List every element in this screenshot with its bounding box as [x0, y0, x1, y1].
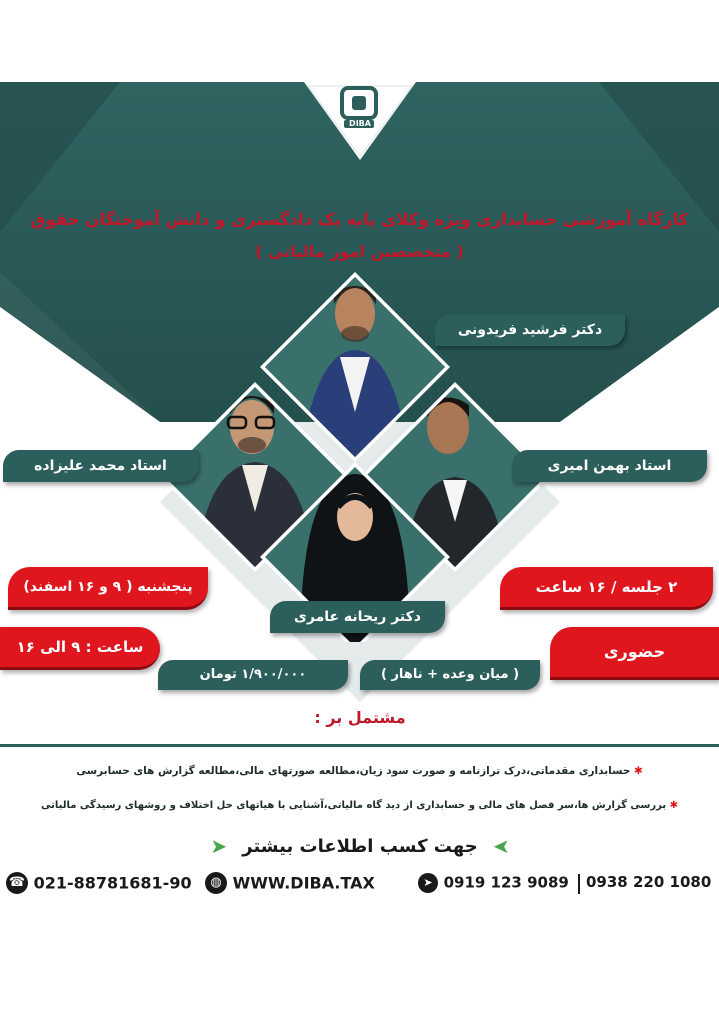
topics-line-2	[0, 800, 719, 811]
arrow-icon: ➤	[492, 834, 510, 858]
topics-heading: مشتمل بر :	[314, 708, 406, 727]
arrow-icon: ➤	[210, 834, 228, 858]
speaker-frames	[0, 82, 719, 642]
speaker-name-4: دکتر ریحانه عامری	[270, 601, 445, 633]
contact-website[interactable]	[205, 872, 375, 894]
mobile-2-text: 0938 220 1080	[586, 873, 712, 891]
phone-icon: ☎	[6, 872, 28, 894]
cta-row	[180, 834, 540, 858]
topics-line-1-text: حسابداری مقدماتی،درک ترازنامه و صورت سود زیان،مطالعه صورتهای مالی،مطالعه گزارش های حسابرسی	[76, 765, 631, 777]
contact-mobile-1[interactable]	[418, 872, 569, 893]
contact-mobile-2[interactable]	[586, 872, 711, 891]
speaker-name-2: استاد محمد علیزاده	[3, 450, 198, 482]
contact-divider	[578, 874, 580, 894]
globe-icon: ◍	[205, 872, 227, 894]
star-icon: ✱	[634, 765, 643, 777]
cta-text: جهت کسب اطلاعات بیشتر	[242, 835, 478, 857]
schedule-day: پنجشنبه ( ۹ و ۱۶ اسفند)	[8, 567, 208, 610]
schedule-time: ساعت : ۹ الی ۱۶	[0, 627, 160, 670]
speaker-name-3: استاد بهمن امیری	[512, 450, 707, 482]
topics-line-1	[0, 765, 719, 777]
poster	[0, 82, 719, 922]
star-icon: ✱	[669, 800, 678, 811]
contact-phone-office[interactable]	[6, 872, 192, 894]
schedule-sessions: ۲ جلسه / ۱۶ ساعت	[500, 567, 713, 610]
telegram-icon: ➤	[418, 873, 438, 893]
schedule-mode: حضوری	[550, 627, 719, 680]
phone-office-text: 021-88781681-90	[33, 873, 192, 893]
price-pill: ۱/۹۰۰/۰۰۰ تومان	[158, 660, 348, 690]
catering-pill: ( میان وعده + ناهار )	[360, 660, 540, 690]
logo-text: DIBA	[349, 119, 371, 128]
website-text: WWW.DIBA.TAX	[232, 873, 375, 893]
mobile-1-text: 0919 123 9089	[443, 873, 569, 892]
speaker-name-1: دکتر فرشید فریدونی	[435, 314, 625, 346]
page-title: کارگاه آموزشی حسابداری ویژه وکلای پایه یک دادگستری و دانش آموختگان حقوق	[30, 210, 689, 229]
topics-line-2-text: بررسی گزارش ها،سر فصل های مالی و حسابداری از دید گاه مالیاتی،آشنایی با هیاتهای حل اختلاف و روشهای رسیدگی مالیاتی	[41, 800, 667, 811]
page-subtitle: ( متخصصین امور مالیاتی )	[255, 242, 464, 261]
